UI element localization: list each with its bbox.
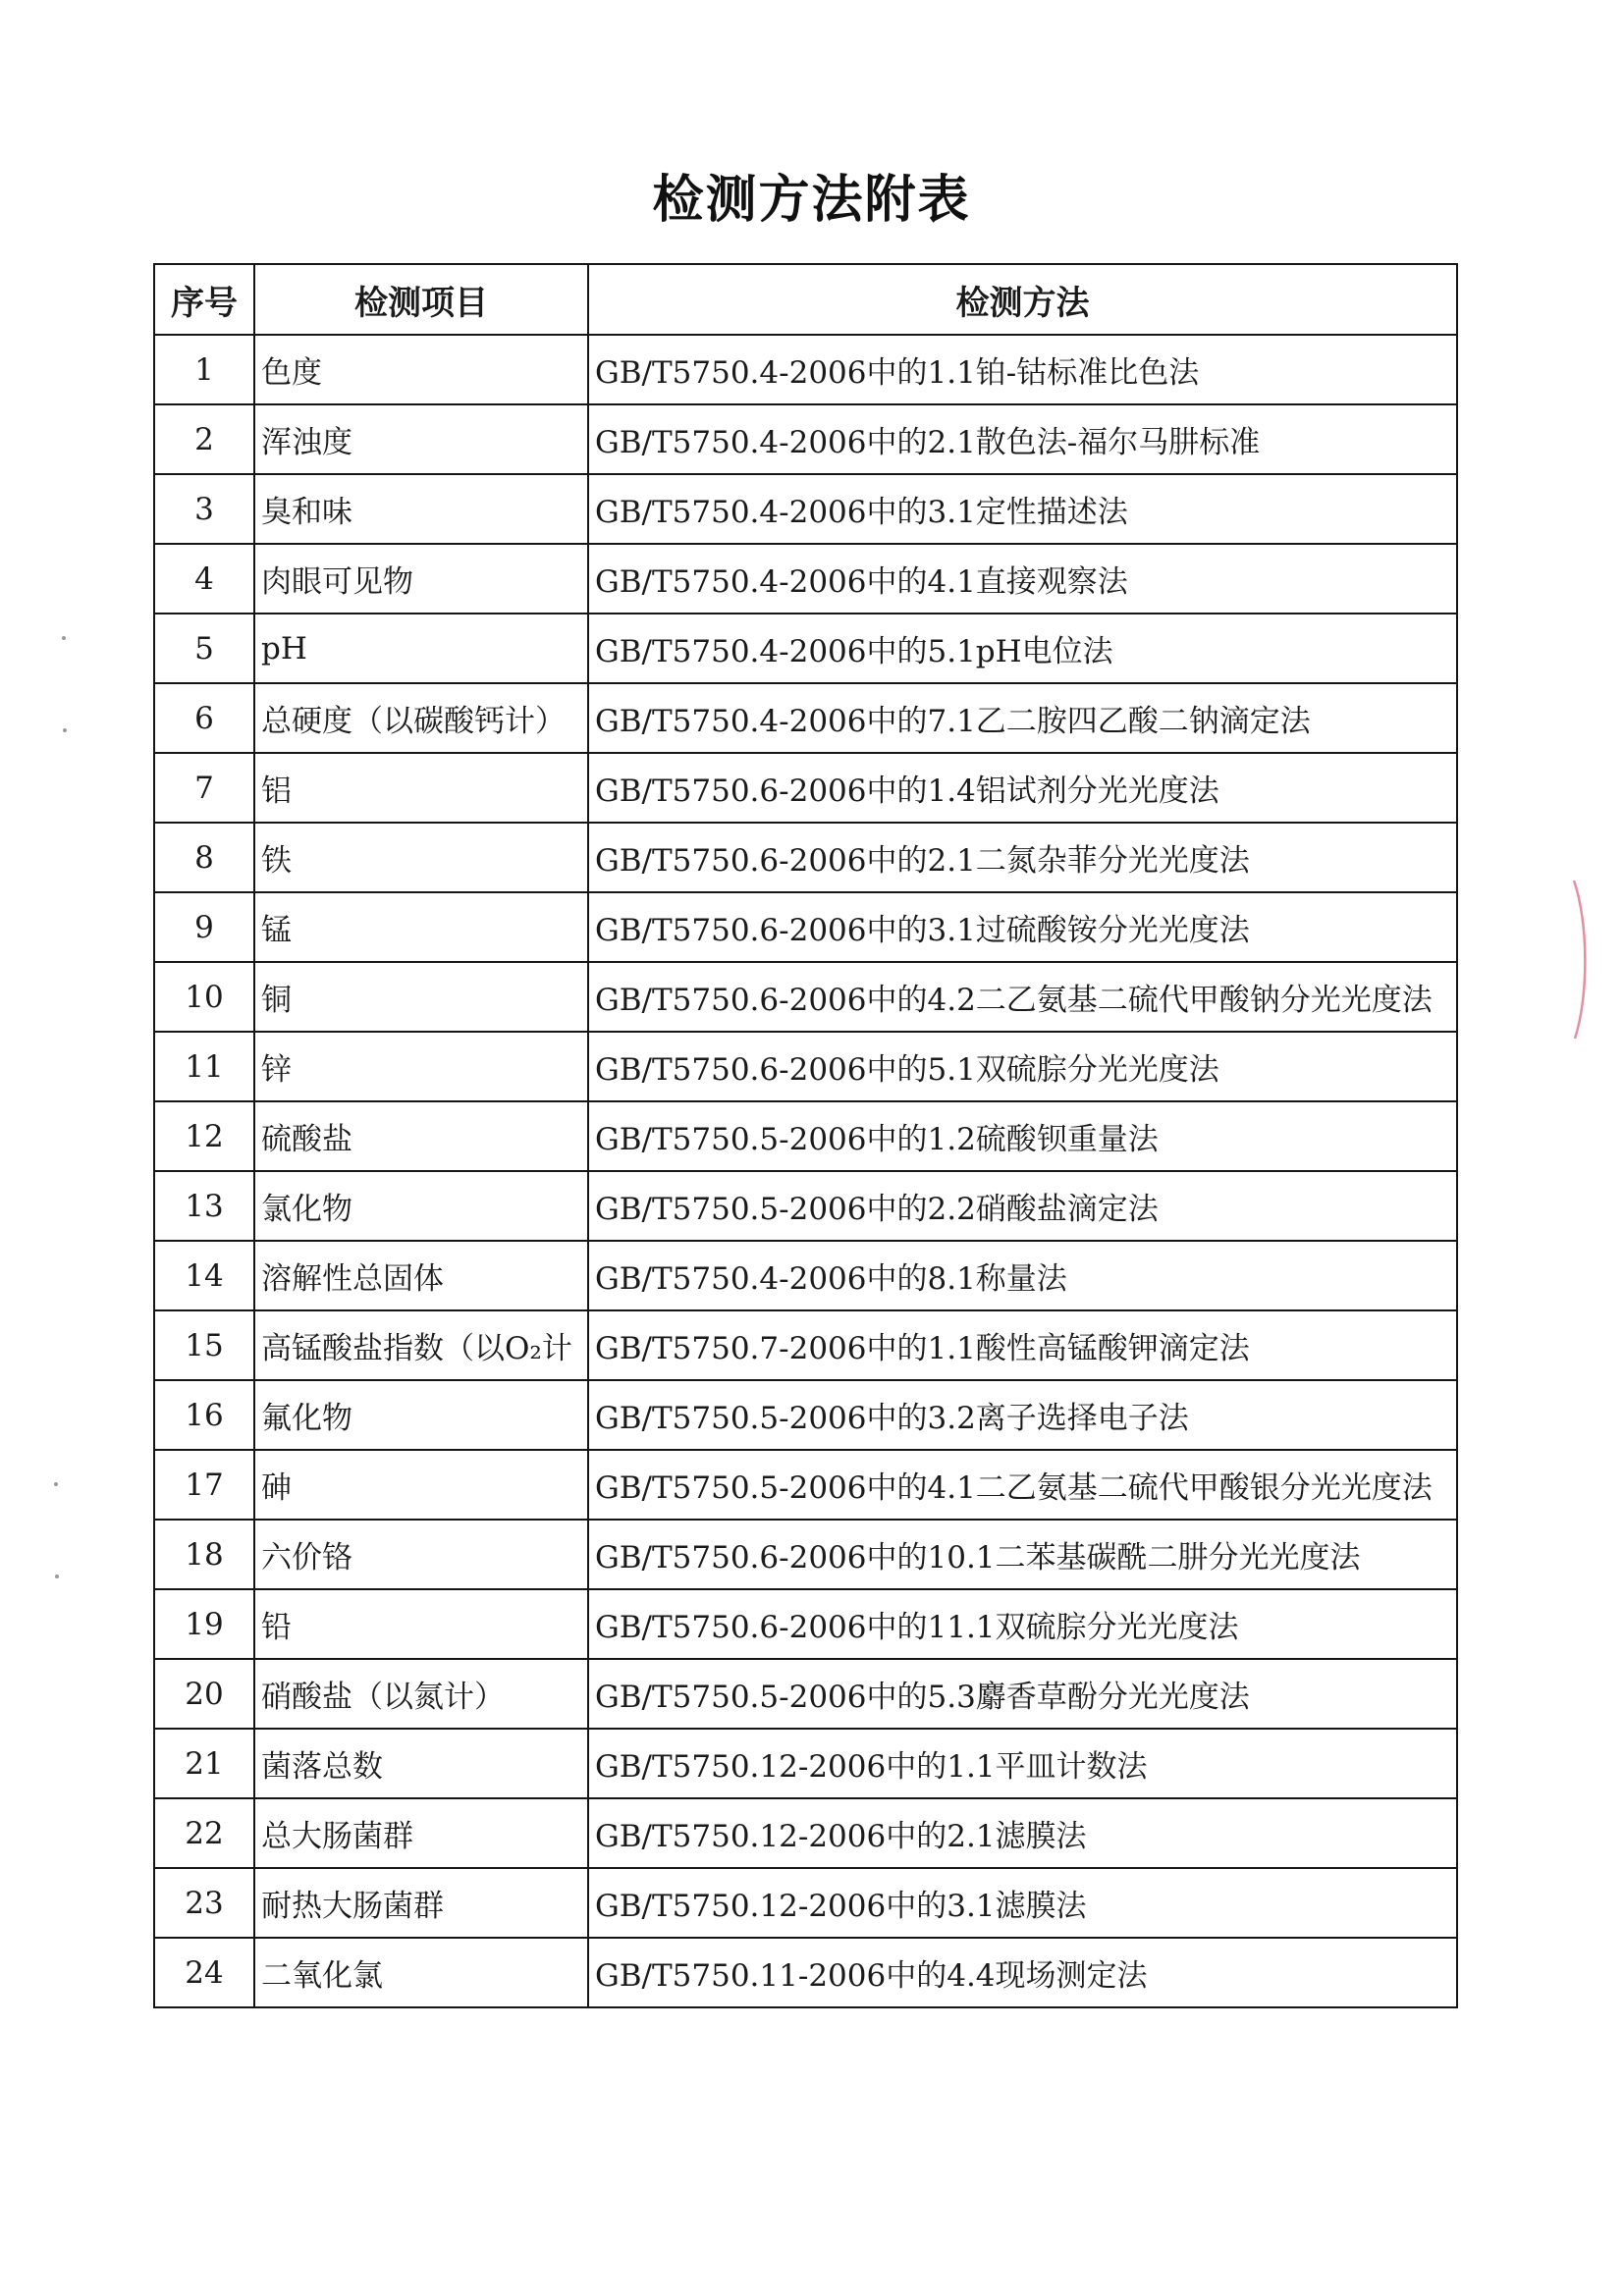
methods-table	[153, 263, 1458, 2008]
row-number: 20	[154, 1659, 254, 1729]
table-row	[154, 1798, 1457, 1868]
row-item: 高锰酸盐指数（以O₂计	[254, 1310, 588, 1380]
row-number: 21	[154, 1729, 254, 1798]
row-number: 8	[154, 823, 254, 892]
row-number: 13	[154, 1171, 254, 1241]
table-row	[154, 335, 1457, 404]
row-item: 肉眼可见物	[254, 544, 588, 614]
row-item: 色度	[254, 335, 588, 404]
row-item: 二氧化氯	[254, 1938, 588, 2007]
row-item: 铜	[254, 962, 588, 1032]
table-row	[154, 614, 1457, 683]
row-item: pH	[254, 614, 588, 683]
row-number: 10	[154, 962, 254, 1032]
row-item: 臭和味	[254, 474, 588, 544]
table-header-row	[154, 264, 1457, 335]
row-item: 耐热大肠菌群	[254, 1868, 588, 1938]
table-row	[154, 1868, 1457, 1938]
row-item: 浑浊度	[254, 404, 588, 474]
row-method: GB/T5750.4-2006中的7.1乙二胺四乙酸二钠滴定法	[588, 683, 1457, 753]
row-number: 3	[154, 474, 254, 544]
row-method: GB/T5750.5-2006中的1.2硫酸钡重量法	[588, 1101, 1457, 1171]
row-number: 19	[154, 1589, 254, 1659]
row-item: 总硬度（以碳酸钙计）	[254, 683, 588, 753]
row-item: 溶解性总固体	[254, 1241, 588, 1310]
row-item: 硝酸盐（以氮计）	[254, 1659, 588, 1729]
row-number: 4	[154, 544, 254, 614]
header-method: 检测方法	[588, 264, 1457, 335]
row-number: 7	[154, 753, 254, 823]
row-number: 5	[154, 614, 254, 683]
scan-speck	[62, 636, 66, 640]
row-item: 氯化物	[254, 1171, 588, 1241]
table-row	[154, 1310, 1457, 1380]
table-row	[154, 544, 1457, 614]
row-method: GB/T5750.12-2006中的2.1滤膜法	[588, 1798, 1457, 1868]
document-title: 检测方法附表	[652, 171, 971, 230]
table-row	[154, 474, 1457, 544]
row-number: 6	[154, 683, 254, 753]
row-method: GB/T5750.6-2006中的5.1双硫腙分光光度法	[588, 1032, 1457, 1101]
row-method: GB/T5750.5-2006中的5.3麝香草酚分光光度法	[588, 1659, 1457, 1729]
table-row	[154, 683, 1457, 753]
row-number: 17	[154, 1450, 254, 1520]
table-row	[154, 1101, 1457, 1171]
stamp-edge-mark	[1571, 879, 1591, 1041]
row-method: GB/T5750.5-2006中的3.2离子选择电子法	[588, 1380, 1457, 1450]
scan-speck	[63, 728, 67, 732]
row-item: 氟化物	[254, 1380, 588, 1450]
header-no: 序号	[154, 264, 254, 335]
row-method: GB/T5750.12-2006中的3.1滤膜法	[588, 1868, 1457, 1938]
row-number: 1	[154, 335, 254, 404]
row-method: GB/T5750.4-2006中的8.1称量法	[588, 1241, 1457, 1310]
table-row	[154, 1659, 1457, 1729]
row-method: GB/T5750.5-2006中的4.1二乙氨基二硫代甲酸银分光光度法	[588, 1450, 1457, 1520]
row-number: 14	[154, 1241, 254, 1310]
table-row	[154, 1729, 1457, 1798]
row-item: 砷	[254, 1450, 588, 1520]
row-number: 15	[154, 1310, 254, 1380]
row-number: 22	[154, 1798, 254, 1868]
table-row	[154, 1450, 1457, 1520]
row-number: 9	[154, 892, 254, 962]
table-row	[154, 1520, 1457, 1589]
row-method: GB/T5750.6-2006中的10.1二苯基碳酰二肼分光光度法	[588, 1520, 1457, 1589]
table-row	[154, 404, 1457, 474]
row-number: 2	[154, 404, 254, 474]
row-method: GB/T5750.6-2006中的11.1双硫腙分光光度法	[588, 1589, 1457, 1659]
row-method: GB/T5750.4-2006中的1.1铂-钴标准比色法	[588, 335, 1457, 404]
row-method: GB/T5750.4-2006中的5.1pH电位法	[588, 614, 1457, 683]
row-number: 23	[154, 1868, 254, 1938]
table-row	[154, 1938, 1457, 2007]
row-item: 菌落总数	[254, 1729, 588, 1798]
header-item: 检测项目	[254, 264, 588, 335]
row-method: GB/T5750.4-2006中的4.1直接观察法	[588, 544, 1457, 614]
row-method: GB/T5750.12-2006中的1.1平皿计数法	[588, 1729, 1457, 1798]
table-row	[154, 962, 1457, 1032]
row-item: 铁	[254, 823, 588, 892]
table-row	[154, 1380, 1457, 1450]
row-method: GB/T5750.5-2006中的2.2硝酸盐滴定法	[588, 1171, 1457, 1241]
row-item: 铅	[254, 1589, 588, 1659]
table-row	[154, 753, 1457, 823]
row-item: 铝	[254, 753, 588, 823]
scan-speck	[54, 1482, 58, 1486]
row-item: 总大肠菌群	[254, 1798, 588, 1868]
table-row	[154, 1589, 1457, 1659]
table-row	[154, 1241, 1457, 1310]
row-method: GB/T5750.6-2006中的1.4铝试剂分光光度法	[588, 753, 1457, 823]
table-row	[154, 823, 1457, 892]
row-method: GB/T5750.7-2006中的1.1酸性高锰酸钾滴定法	[588, 1310, 1457, 1380]
row-item: 硫酸盐	[254, 1101, 588, 1171]
row-method: GB/T5750.6-2006中的4.2二乙氨基二硫代甲酸钠分光光度法	[588, 962, 1457, 1032]
table-body	[154, 335, 1457, 2007]
scan-speck	[55, 1575, 59, 1578]
row-method: GB/T5750.11-2006中的4.4现场测定法	[588, 1938, 1457, 2007]
row-number: 11	[154, 1032, 254, 1101]
row-number: 18	[154, 1520, 254, 1589]
table-row	[154, 1032, 1457, 1101]
row-item: 锌	[254, 1032, 588, 1101]
row-number: 16	[154, 1380, 254, 1450]
row-number: 24	[154, 1938, 254, 2007]
row-method: GB/T5750.6-2006中的2.1二氮杂菲分光光度法	[588, 823, 1457, 892]
row-item: 锰	[254, 892, 588, 962]
table-row	[154, 1171, 1457, 1241]
row-method: GB/T5750.4-2006中的3.1定性描述法	[588, 474, 1457, 544]
row-method: GB/T5750.6-2006中的3.1过硫酸铵分光光度法	[588, 892, 1457, 962]
row-method: GB/T5750.4-2006中的2.1散色法-福尔马肼标准	[588, 404, 1457, 474]
row-item: 六价铬	[254, 1520, 588, 1589]
table-row	[154, 892, 1457, 962]
row-number: 12	[154, 1101, 254, 1171]
